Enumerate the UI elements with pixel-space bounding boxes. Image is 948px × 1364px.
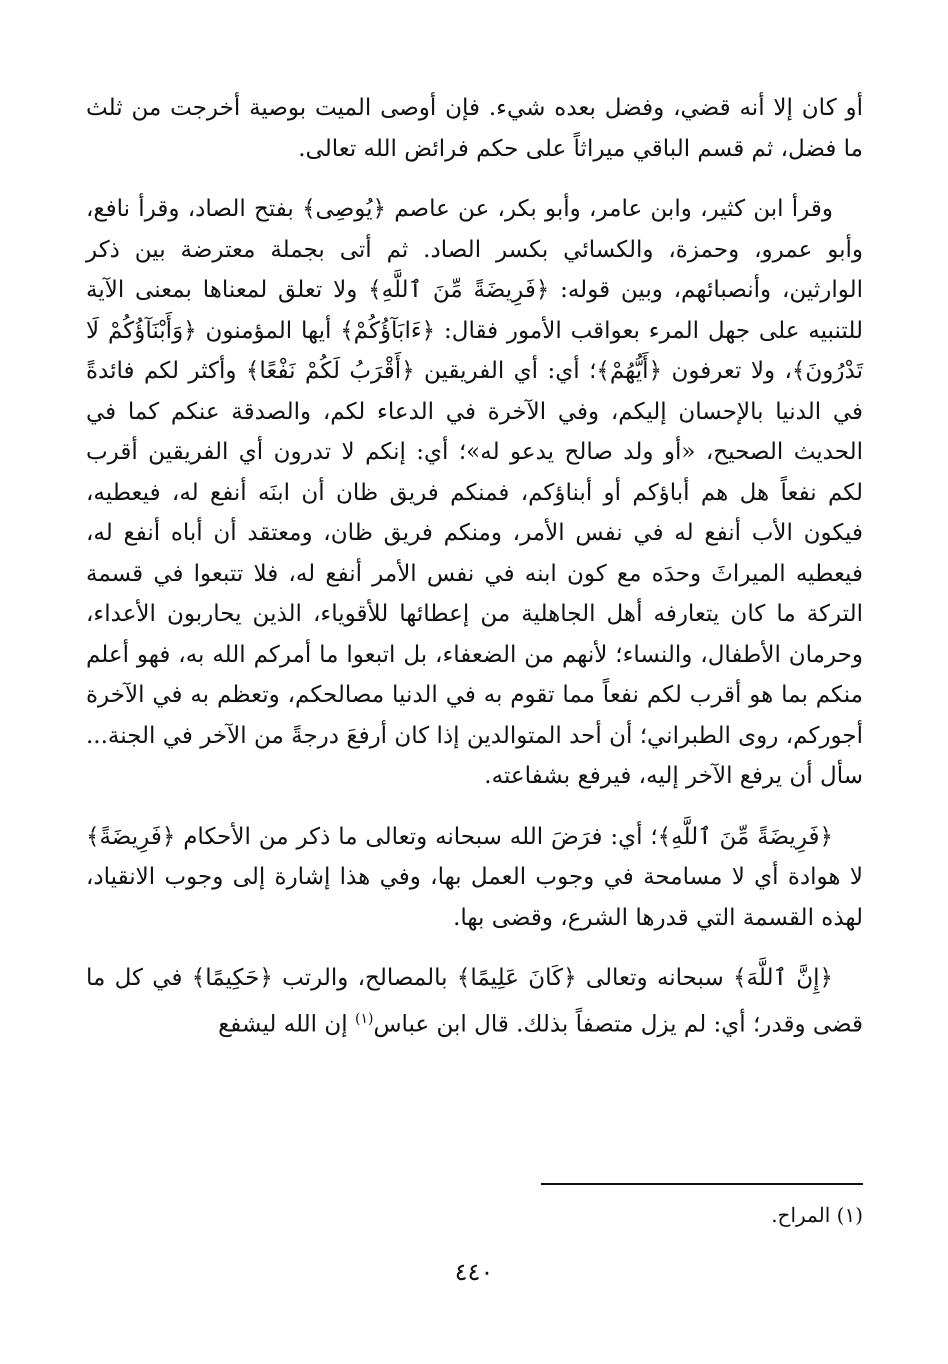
paragraph-3: ﴿فَرِيضَةً مِّنَ ٱللَّهِ﴾؛ أي: فرَضَ الله سبحانه وتعالى ما ذكر من الأحكام ﴿فَرِيضَةً﴾ لا هوادة أي لا مسامحة في وجوب العمل بها، وفي هذا إشارة إلى وجوب الانقياد، لهذه القسمة التي قدرها الشرع، وقضى بها.: [86, 823, 863, 931]
footnote-number: (١): [836, 1203, 863, 1227]
paragraph-4-continuation: إن الله ليشفع: [218, 1011, 355, 1038]
paragraph-4: [86, 958, 863, 1045]
paragraph-4-text: ﴿إِنَّ ٱللَّهَ﴾ سبحانه وتعالى ﴿كَانَ عَلِيمًا﴾ بالمصالح، والرتب ﴿حَكِيمًا﴾ في كل ما قضى وقدر؛ أي: لم يزل متصفاً بذلك. قال ابن عباس: [86, 965, 863, 1038]
paragraph-1: أو كان إلا أنه قضي، وفضل بعده شيء. فإن أوصى الميت بوصية أخرجت من ثلث ما فضل، ثم قسم الباقي ميراثاً على حكم فرائض الله تعالى.: [86, 95, 863, 162]
footnote: [86, 1200, 863, 1230]
footnote-reference: (١): [354, 1010, 374, 1027]
page-number: ٤٤٠: [454, 1258, 494, 1286]
footnote-separator: [541, 1183, 863, 1185]
main-text: [86, 88, 863, 1065]
paragraph-2: وقرأ ابن كثير، وابن عامر، وأبو بكر، عن عاصم ﴿يُوصِى﴾ بفتح الصاد، وقرأ نافع، وأبو عمرو، وحمزة، والكسائي بكسر الصاد. ثم أتى بجملة معترضة بين ذكر الوارثين، وأنصبائهم، وبين قوله: ﴿فَرِيضَةً مِّنَ ٱللَّهِ﴾ ولا تعلق لمعناها بمعنى الآية للتنبيه على جهل المرء بعواقب الأمور فقال: ﴿ءَابَآؤُكُمْ﴾ أيها المؤمنون ﴿وَأَبْنَآؤُكُمْ لَا تَدْرُونَ﴾، ولا تعرفون ﴿أَيُّهُمْ﴾؛ أي: أي الفريقين ﴿أَقْرَبُ لَكُمْ نَفْعًا﴾ وأكثر لكم فائدةً في الدنيا بالإحسان إليكم، وفي الآخرة في الدعاء لكم، والصدقة عنكم كما في الحديث الصحيح، «أو ولد صالح يدعو له»؛ أي: إنكم لا تدرون أي الفريقين أقرب لكم نفعاً هل هم أباؤكم أو أبناؤكم، فمنكم فريق ظان أن ابنَه أنفع له، فيعطيه، فيكون الأب أنفع له في نفس الأمر، ومنكم فريق ظان، ومعتقد أن أباه أنفع له، فيعطيه الميراثَ وحدَه مع كون ابنه في نفس الأمر أنفع له، فلا تتبعوا في قسمة التركة ما كان يتعارفه أهل الجاهلية من إعطائها للأقوياء، الذين يحاربون الأعداء، وحرمان الأطفال، والنساء؛ لأنهم من الضعفاء، بل اتبعوا ما أمركم الله به، فهو أعلم منكم بما هو أقرب لكم نفعاً مما تقوم به في الدنيا مصالحكم، وتعظم به في الآخرة أجوركم، روى الطبراني؛ أن أحد المتوالدين إذا كان أرفعَ درجةً من الآخر في الجنة... سأل أن يرفع الآخر إليه، فيرفع بشفاعته.: [86, 196, 863, 789]
footnote-text: المراح.: [771, 1203, 831, 1227]
